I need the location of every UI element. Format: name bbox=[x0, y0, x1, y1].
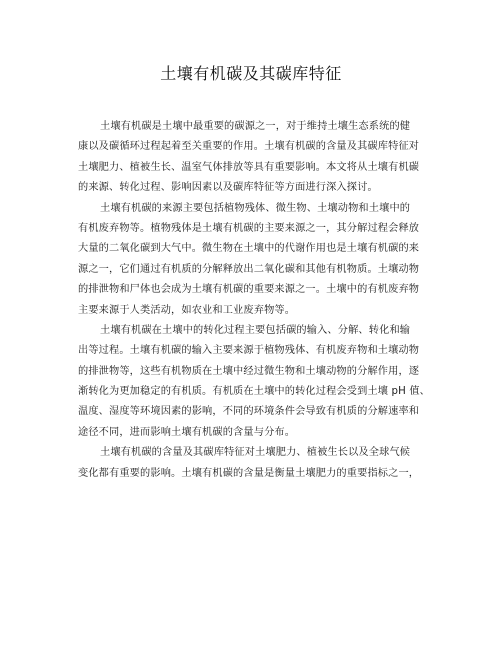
paragraph-3 bbox=[78, 321, 431, 443]
text-line: 大量的二氧化碳到大气中。微生物在土壤中的代谢作用也是土壤有机碳的来 bbox=[78, 243, 420, 255]
paragraph-4 bbox=[78, 443, 428, 484]
text-line: 渐转化为更加稳定的有机质。有机质在土壤中的转化过程会受到土壤 pH 值、 bbox=[78, 386, 431, 398]
text-line: 的来源、转化过程、影响因素以及碳库特征等方面进行深入探讨。 bbox=[78, 182, 378, 194]
text-line: 土壤有机碳的来源主要包括植物残体、微生物、土壤动物和土壤中的 bbox=[100, 202, 411, 214]
text-line: 变化都有重要的影响。土壤有机碳的含量是衡量土壤肥力的重要指标之一， bbox=[78, 467, 420, 479]
text-line: 土壤肥力、植被生长、温室气体排放等具有重要影响。本文将从土壤有机碳 bbox=[78, 161, 420, 173]
text-line: 源之一，它们通过有机质的分解释放出二氧化碳和其他有机物质。土壤动物 bbox=[78, 263, 420, 275]
text-line: 主要来源于人类活动，如农业和工业废弃物等。 bbox=[78, 304, 296, 316]
text-line: 土壤有机碳是土壤中最重要的碳源之一，对于维持土壤生态系统的健 bbox=[100, 121, 411, 132]
text-line: 温度、湿度等环境因素的影响，不同的环境条件会导致有机质的分解速率和 bbox=[78, 406, 420, 418]
text-line: 康以及碳循环过程起着至关重要的作用。土壤有机碳的含量及其碳库特征对 bbox=[78, 141, 420, 153]
paragraph-2 bbox=[78, 199, 428, 321]
text-line: 的排泄物等，这些有机物质在土壤中经过微生物和土壤动物的分解作用，逐 bbox=[78, 365, 420, 377]
text-line: 的排泄物和尸体也会成为土壤有机碳的重要来源之一。土壤中的有机废弃物 bbox=[78, 284, 420, 296]
paragraph-1 bbox=[78, 117, 428, 199]
document-title: 土壤有机碳及其碳库特征 bbox=[160, 64, 342, 83]
text-line: 有机废弃物等。植物残体是土壤有机碳的主要来源之一，其分解过程会释放 bbox=[78, 222, 420, 234]
text-line: 出等过程。土壤有机碳的输入主要来源于植物残体、有机废弃物和土壤动物 bbox=[78, 345, 420, 357]
text-line: 土壤有机碳在土壤中的转化过程主要包括碳的输入、分解、转化和输 bbox=[100, 324, 411, 336]
text-line: 途径不同，进而影响土壤有机碳的含量与分布。 bbox=[78, 426, 296, 438]
text-line: 土壤有机碳的含量及其碳库特征对土壤肥力、植被生长以及全球气候 bbox=[100, 447, 411, 459]
document-body bbox=[78, 117, 431, 484]
